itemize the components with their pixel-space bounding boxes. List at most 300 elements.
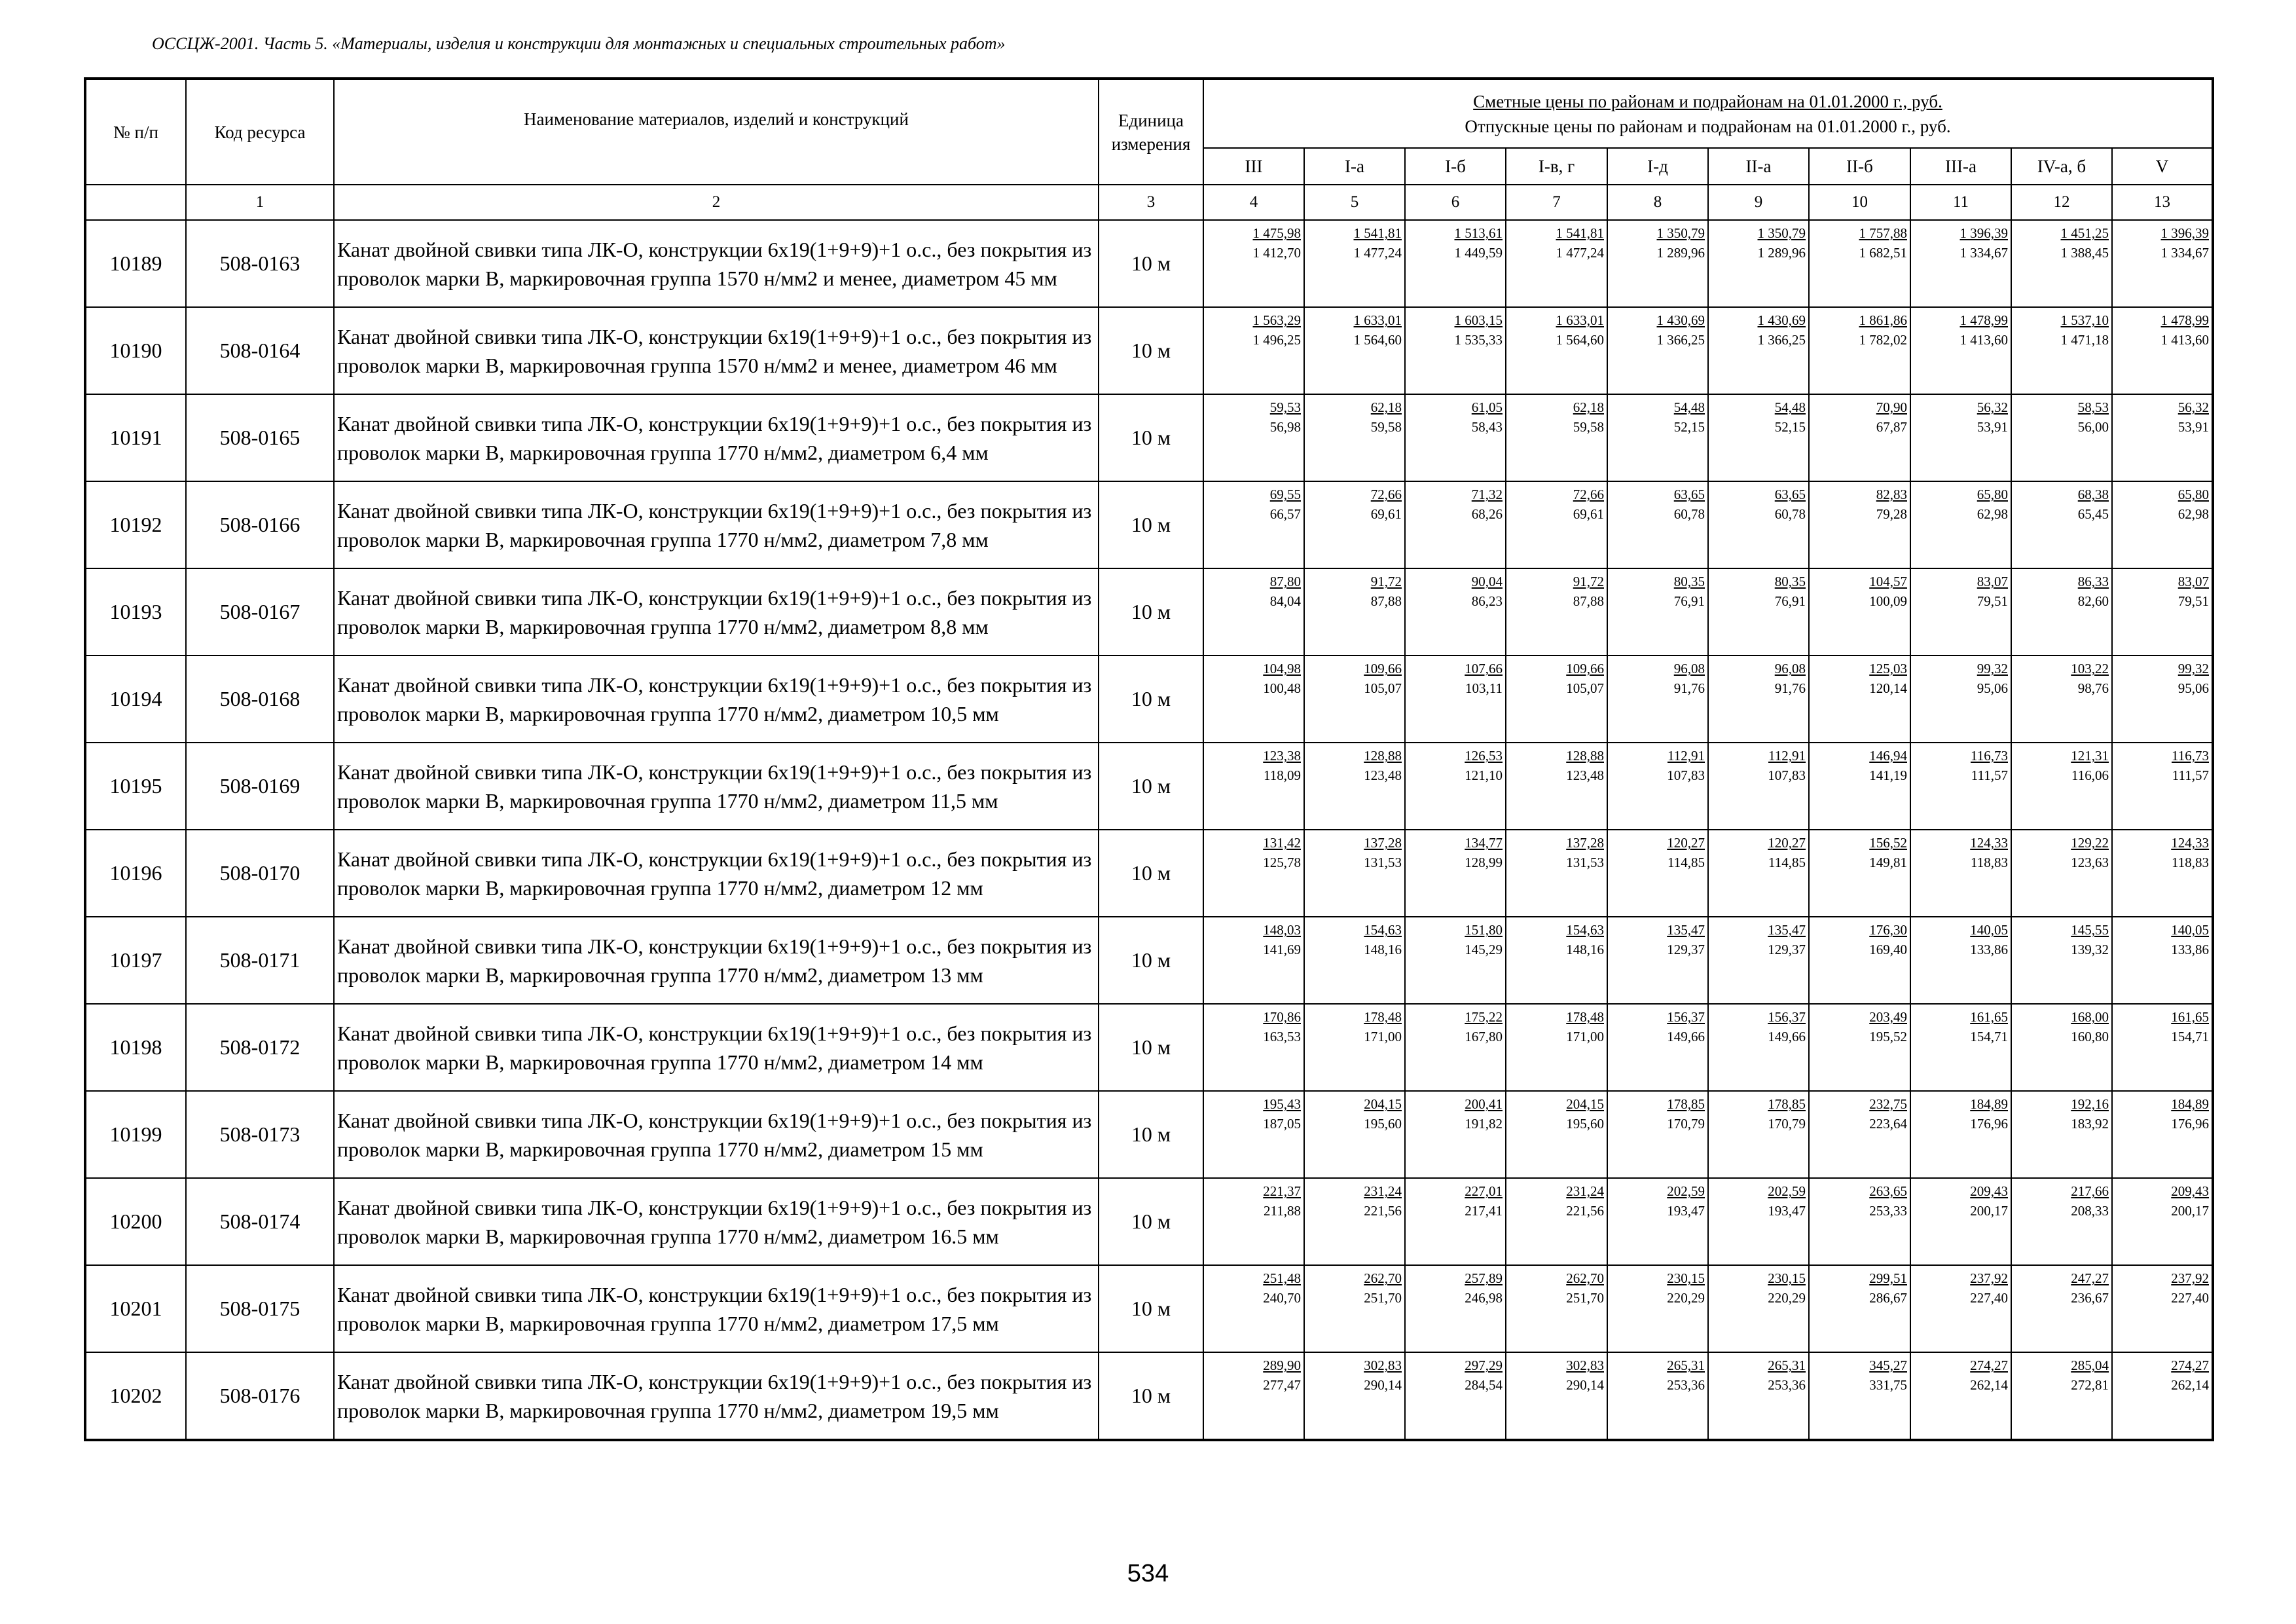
release-price: 246,98 xyxy=(1465,1290,1503,1306)
row-number: 10190 xyxy=(85,307,186,394)
release-price: 58,43 xyxy=(1471,419,1503,435)
page-header: ОССЦЖ-2001. Часть 5. «Материалы, изделия и конструкции для монтажных и специальных строительных работ» xyxy=(152,34,1006,53)
release-price: 107,83 xyxy=(1768,767,1806,783)
estimated-price: 251,48 xyxy=(1263,1270,1301,1286)
release-price: 1 366,25 xyxy=(1656,332,1705,348)
release-price: 111,57 xyxy=(2172,767,2209,783)
region-header: IV-а, б xyxy=(2011,148,2112,185)
release-price: 187,05 xyxy=(1263,1116,1301,1132)
estimated-price: 289,90 xyxy=(1263,1357,1301,1373)
price-cell xyxy=(1304,1265,1405,1352)
release-price: 67,87 xyxy=(1876,419,1907,435)
release-price: 272,81 xyxy=(2071,1377,2109,1393)
release-price: 167,80 xyxy=(1465,1029,1503,1044)
estimated-price: 68,38 xyxy=(2077,487,2109,502)
table-row xyxy=(85,917,2213,1004)
header-prices-otp: Отпускные цены по районам и подрайонам на 01.01.2000 г., руб. xyxy=(1465,116,1951,136)
release-price: 141,19 xyxy=(1869,767,1907,783)
price-cell xyxy=(1203,1004,1304,1091)
estimated-price: 217,66 xyxy=(2071,1183,2109,1199)
price-cell xyxy=(1607,481,1708,568)
estimated-price: 1 757,88 xyxy=(1859,225,1907,241)
row-number: 10195 xyxy=(85,743,186,830)
release-price: 76,91 xyxy=(1673,593,1705,609)
release-price: 118,09 xyxy=(1264,767,1301,783)
resource-code: 508-0175 xyxy=(186,1265,334,1352)
price-cell xyxy=(1506,481,1607,568)
release-price: 221,56 xyxy=(1566,1203,1604,1219)
price-cell xyxy=(1203,917,1304,1004)
release-price: 103,11 xyxy=(1465,680,1503,696)
row-number: 10196 xyxy=(85,830,186,917)
price-cell xyxy=(2112,1004,2213,1091)
estimated-price: 302,83 xyxy=(1364,1357,1402,1373)
price-cell xyxy=(1405,743,1506,830)
release-price: 118,83 xyxy=(2172,855,2209,870)
release-price: 170,79 xyxy=(1768,1116,1806,1132)
price-cell xyxy=(1809,830,1910,917)
resource-code: 508-0164 xyxy=(186,307,334,394)
release-price: 111,57 xyxy=(1971,767,2008,783)
price-cell xyxy=(1809,655,1910,743)
estimated-price: 1 861,86 xyxy=(1859,312,1907,328)
header-unit: Единица измерения xyxy=(1099,79,1203,185)
release-price: 220,29 xyxy=(1667,1290,1705,1306)
release-price: 118,83 xyxy=(1971,855,2008,870)
estimated-price: 112,91 xyxy=(1667,748,1705,764)
price-cell xyxy=(1708,1004,1809,1091)
price-cell xyxy=(2112,1352,2213,1440)
price-cell xyxy=(1708,1265,1809,1352)
price-cell xyxy=(1809,1352,1910,1440)
row-number: 10192 xyxy=(85,481,186,568)
release-price: 82,60 xyxy=(2077,593,2109,609)
price-cell xyxy=(1910,1178,2011,1265)
estimated-price: 154,63 xyxy=(1566,922,1604,938)
material-name: Канат двойной свивки типа ЛК-О, конструкции 6х19(1+9+9)+1 о.с., без покрытия из проволок марки В, маркировочная группа 1770 н/мм2, диаметром 16.5 мм xyxy=(334,1178,1099,1265)
estimated-price: 126,53 xyxy=(1465,748,1503,764)
release-price: 253,36 xyxy=(1768,1377,1806,1393)
release-price: 53,91 xyxy=(2178,419,2209,435)
estimated-price: 109,66 xyxy=(1566,661,1604,676)
price-cell xyxy=(1304,481,1405,568)
estimated-price: 265,31 xyxy=(1768,1357,1806,1373)
estimated-price: 59,53 xyxy=(1269,399,1301,415)
release-price: 1 289,96 xyxy=(1757,245,1806,261)
resource-code: 508-0170 xyxy=(186,830,334,917)
release-price: 133,86 xyxy=(1970,942,2008,957)
price-cell xyxy=(2011,655,2112,743)
header-prices xyxy=(1203,79,2213,148)
resource-code: 508-0167 xyxy=(186,568,334,655)
release-price: 1 782,02 xyxy=(1859,332,1907,348)
estimated-price: 1 396,39 xyxy=(1959,225,2008,241)
price-cell xyxy=(1910,743,2011,830)
row-number: 10189 xyxy=(85,220,186,307)
estimated-price: 247,27 xyxy=(2071,1270,2109,1286)
column-number-blank xyxy=(85,185,186,220)
price-cell xyxy=(1607,1004,1708,1091)
release-price: 59,58 xyxy=(1370,419,1402,435)
release-price: 183,92 xyxy=(2071,1116,2109,1132)
price-cell xyxy=(1203,743,1304,830)
column-number: 13 xyxy=(2112,185,2213,220)
release-price: 290,14 xyxy=(1364,1377,1402,1393)
resource-code: 508-0173 xyxy=(186,1091,334,1178)
estimated-price: 96,08 xyxy=(1673,661,1705,676)
price-cell xyxy=(1910,394,2011,481)
release-price: 76,91 xyxy=(1774,593,1806,609)
unit: 10 м xyxy=(1099,1091,1203,1178)
price-cell xyxy=(1203,830,1304,917)
estimated-price: 1 396,39 xyxy=(2160,225,2209,241)
price-cell xyxy=(1708,917,1809,1004)
price-cell xyxy=(2011,220,2112,307)
release-price: 1 334,67 xyxy=(1959,245,2008,261)
release-price: 1 564,60 xyxy=(1353,332,1402,348)
price-cell xyxy=(1910,1265,2011,1352)
resource-code: 508-0176 xyxy=(186,1352,334,1440)
estimated-price: 103,22 xyxy=(2071,661,2109,676)
estimated-price: 137,28 xyxy=(1566,835,1604,851)
column-number: 10 xyxy=(1809,185,1910,220)
estimated-price: 178,48 xyxy=(1364,1009,1402,1025)
estimated-price: 151,80 xyxy=(1465,922,1503,938)
estimated-price: 202,59 xyxy=(1667,1183,1705,1199)
column-number: 12 xyxy=(2011,185,2112,220)
estimated-price: 1 541,81 xyxy=(1353,225,1402,241)
price-cell xyxy=(1304,1091,1405,1178)
unit: 10 м xyxy=(1099,481,1203,568)
estimated-price: 178,48 xyxy=(1566,1009,1604,1025)
estimated-price: 56,32 xyxy=(1977,399,2008,415)
release-price: 133,86 xyxy=(2171,942,2209,957)
region-header: I-б xyxy=(1405,148,1506,185)
release-price: 160,80 xyxy=(2071,1029,2109,1044)
price-cell xyxy=(1304,394,1405,481)
release-price: 290,14 xyxy=(1566,1377,1604,1393)
estimated-price: 90,04 xyxy=(1471,574,1503,589)
release-price: 154,71 xyxy=(2171,1029,2209,1044)
release-price: 251,70 xyxy=(1364,1290,1402,1306)
region-header: I-а xyxy=(1304,148,1405,185)
release-price: 53,91 xyxy=(1977,419,2008,435)
region-header: II-б xyxy=(1809,148,1910,185)
release-price: 139,32 xyxy=(2071,942,2109,957)
release-price: 91,76 xyxy=(1774,680,1806,696)
release-price: 87,88 xyxy=(1370,593,1402,609)
price-cell xyxy=(1203,1352,1304,1440)
price-cell xyxy=(2011,1265,2112,1352)
estimated-price: 70,90 xyxy=(1876,399,1907,415)
price-cell xyxy=(1304,220,1405,307)
material-name: Канат двойной свивки типа ЛК-О, конструкции 6х19(1+9+9)+1 о.с., без покрытия из проволок марки В, маркировочная группа 1570 н/мм2 и менее, диаметром 46 мм xyxy=(334,307,1099,394)
estimated-price: 124,33 xyxy=(1970,835,2008,851)
row-number: 10199 xyxy=(85,1091,186,1178)
header-name: Наименование материалов, изделий и конструкций xyxy=(334,79,1099,185)
row-number: 10202 xyxy=(85,1352,186,1440)
price-cell xyxy=(1809,394,1910,481)
release-price: 123,48 xyxy=(1364,767,1402,783)
estimated-price: 1 430,69 xyxy=(1757,312,1806,328)
estimated-price: 82,83 xyxy=(1876,487,1907,502)
price-cell xyxy=(1203,394,1304,481)
estimated-price: 80,35 xyxy=(1673,574,1705,589)
release-price: 66,57 xyxy=(1269,506,1301,522)
release-price: 195,52 xyxy=(1869,1029,1907,1044)
price-cell xyxy=(1506,1091,1607,1178)
release-price: 1 388,45 xyxy=(2060,245,2109,261)
release-price: 100,09 xyxy=(1869,593,1907,609)
price-cell xyxy=(1708,220,1809,307)
release-price: 121,10 xyxy=(1465,767,1503,783)
resource-code: 508-0171 xyxy=(186,917,334,1004)
region-header: III xyxy=(1203,148,1304,185)
unit: 10 м xyxy=(1099,655,1203,743)
estimated-price: 204,15 xyxy=(1364,1096,1402,1112)
estimated-price: 263,65 xyxy=(1869,1183,1907,1199)
price-table xyxy=(84,77,2214,1441)
estimated-price: 135,47 xyxy=(1667,922,1705,938)
estimated-price: 1 475,98 xyxy=(1252,225,1301,241)
estimated-price: 161,65 xyxy=(1970,1009,2008,1025)
row-number: 10191 xyxy=(85,394,186,481)
estimated-price: 262,70 xyxy=(1566,1270,1604,1286)
release-price: 79,51 xyxy=(1977,593,2008,609)
price-cell xyxy=(1203,220,1304,307)
price-cell xyxy=(1405,1352,1506,1440)
price-cell xyxy=(1506,220,1607,307)
release-price: 68,26 xyxy=(1471,506,1503,522)
release-price: 62,98 xyxy=(1977,506,2008,522)
unit: 10 м xyxy=(1099,568,1203,655)
release-price: 195,60 xyxy=(1364,1116,1402,1132)
price-cell xyxy=(1304,1352,1405,1440)
unit: 10 м xyxy=(1099,1004,1203,1091)
column-number: 1 xyxy=(186,185,334,220)
price-cell xyxy=(1910,220,2011,307)
estimated-price: 274,27 xyxy=(1970,1357,2008,1373)
region-header: I-в, г xyxy=(1506,148,1607,185)
material-name: Канат двойной свивки типа ЛК-О, конструкции 6х19(1+9+9)+1 о.с., без покрытия из проволок марки В, маркировочная группа 1770 н/мм2, диаметром 7,8 мм xyxy=(334,481,1099,568)
material-name: Канат двойной свивки типа ЛК-О, конструкции 6х19(1+9+9)+1 о.с., без покрытия из проволок марки В, маркировочная группа 1770 н/мм2, диаметром 14 мм xyxy=(334,1004,1099,1091)
table-row xyxy=(85,481,2213,568)
release-price: 84,04 xyxy=(1269,593,1301,609)
estimated-price: 1 350,79 xyxy=(1757,225,1806,241)
estimated-price: 131,42 xyxy=(1263,835,1301,851)
column-number: 3 xyxy=(1099,185,1203,220)
price-cell xyxy=(2011,1091,2112,1178)
estimated-price: 1 430,69 xyxy=(1656,312,1705,328)
release-price: 107,83 xyxy=(1667,767,1705,783)
price-cell xyxy=(1304,830,1405,917)
release-price: 149,66 xyxy=(1768,1029,1806,1044)
release-price: 169,40 xyxy=(1869,942,1907,957)
price-cell xyxy=(1405,1178,1506,1265)
page-number: 534 xyxy=(1127,1560,1169,1587)
estimated-price: 71,32 xyxy=(1471,487,1503,502)
estimated-price: 156,52 xyxy=(1869,835,1907,851)
price-cell xyxy=(1506,917,1607,1004)
release-price: 123,63 xyxy=(2071,855,2109,870)
row-number: 10193 xyxy=(85,568,186,655)
release-price: 60,78 xyxy=(1673,506,1705,522)
release-price: 79,51 xyxy=(2178,593,2209,609)
estimated-price: 87,80 xyxy=(1269,574,1301,589)
price-cell xyxy=(2011,394,2112,481)
release-price: 176,96 xyxy=(2171,1116,2209,1132)
material-name: Канат двойной свивки типа ЛК-О, конструкции 6х19(1+9+9)+1 о.с., без покрытия из проволок марки В, маркировочная группа 1770 н/мм2, диаметром 15 мм xyxy=(334,1091,1099,1178)
unit: 10 м xyxy=(1099,220,1203,307)
header-code: Код ресурса xyxy=(186,79,334,185)
price-cell xyxy=(1607,568,1708,655)
price-cell xyxy=(1607,917,1708,1004)
estimated-price: 1 603,15 xyxy=(1454,312,1503,328)
estimated-price: 200,41 xyxy=(1465,1096,1503,1112)
estimated-price: 140,05 xyxy=(2171,922,2209,938)
price-cell xyxy=(1304,655,1405,743)
price-cell xyxy=(1708,1352,1809,1440)
estimated-price: 195,43 xyxy=(1263,1096,1301,1112)
price-cell xyxy=(1607,743,1708,830)
estimated-price: 176,30 xyxy=(1869,922,1907,938)
price-cell xyxy=(1809,1004,1910,1091)
estimated-price: 135,47 xyxy=(1768,922,1806,938)
table-row xyxy=(85,655,2213,743)
estimated-price: 91,72 xyxy=(1370,574,1402,589)
material-name: Канат двойной свивки типа ЛК-О, конструкции 6х19(1+9+9)+1 о.с., без покрытия из проволок марки В, маркировочная группа 1770 н/мм2, диаметром 6,4 мм xyxy=(334,394,1099,481)
estimated-price: 134,77 xyxy=(1465,835,1503,851)
estimated-price: 178,85 xyxy=(1768,1096,1806,1112)
release-price: 193,47 xyxy=(1768,1203,1806,1219)
release-price: 56,98 xyxy=(1269,419,1301,435)
table-row xyxy=(85,1004,2213,1091)
resource-code: 508-0166 xyxy=(186,481,334,568)
estimated-price: 285,04 xyxy=(2071,1357,2109,1373)
price-cell xyxy=(1607,307,1708,394)
price-cell xyxy=(1405,1265,1506,1352)
price-cell xyxy=(1506,1352,1607,1440)
release-price: 100,48 xyxy=(1263,680,1301,696)
price-cell xyxy=(1809,1178,1910,1265)
price-cell xyxy=(2112,394,2213,481)
release-price: 149,66 xyxy=(1667,1029,1705,1044)
release-price: 114,85 xyxy=(1768,855,1806,870)
release-price: 148,16 xyxy=(1566,942,1604,957)
release-price: 240,70 xyxy=(1263,1290,1301,1306)
price-cell xyxy=(1809,568,1910,655)
price-cell xyxy=(1304,307,1405,394)
estimated-price: 61,05 xyxy=(1471,399,1503,415)
table-row xyxy=(85,220,2213,307)
material-name: Канат двойной свивки типа ЛК-О, конструкции 6х19(1+9+9)+1 о.с., без покрытия из проволок марки В, маркировочная группа 1570 н/мм2 и менее, диаметром 45 мм xyxy=(334,220,1099,307)
estimated-price: 63,65 xyxy=(1774,487,1806,502)
price-cell xyxy=(1506,1004,1607,1091)
price-cell xyxy=(1506,568,1607,655)
estimated-price: 80,35 xyxy=(1774,574,1806,589)
price-cell xyxy=(1405,220,1506,307)
estimated-price: 99,32 xyxy=(2178,661,2209,676)
estimated-price: 72,66 xyxy=(1573,487,1604,502)
resource-code: 508-0169 xyxy=(186,743,334,830)
estimated-price: 231,24 xyxy=(1364,1183,1402,1199)
table-row xyxy=(85,830,2213,917)
estimated-price: 1 513,61 xyxy=(1454,225,1503,241)
release-price: 129,37 xyxy=(1667,942,1705,957)
price-cell xyxy=(1910,1091,2011,1178)
price-cell xyxy=(1910,1352,2011,1440)
price-cell xyxy=(1607,1091,1708,1178)
estimated-price: 1 478,99 xyxy=(2160,312,2209,328)
header-num: № п/п xyxy=(85,79,186,185)
price-cell xyxy=(2112,917,2213,1004)
price-cell xyxy=(1304,1178,1405,1265)
release-price: 105,07 xyxy=(1566,680,1604,696)
estimated-price: 63,65 xyxy=(1673,487,1705,502)
price-cell xyxy=(2112,655,2213,743)
estimated-price: 1 350,79 xyxy=(1656,225,1705,241)
price-cell xyxy=(2112,568,2213,655)
release-price: 52,15 xyxy=(1673,419,1705,435)
estimated-price: 104,98 xyxy=(1263,661,1301,676)
unit: 10 м xyxy=(1099,394,1203,481)
table-body xyxy=(85,220,2213,1440)
unit: 10 м xyxy=(1099,830,1203,917)
estimated-price: 124,33 xyxy=(2171,835,2209,851)
column-number: 2 xyxy=(334,185,1099,220)
estimated-price: 175,22 xyxy=(1465,1009,1503,1025)
estimated-price: 62,18 xyxy=(1573,399,1604,415)
estimated-price: 168,00 xyxy=(2071,1009,2109,1025)
release-price: 1 535,33 xyxy=(1454,332,1503,348)
resource-code: 508-0172 xyxy=(186,1004,334,1091)
estimated-price: 299,51 xyxy=(1869,1270,1907,1286)
column-number: 8 xyxy=(1607,185,1708,220)
price-cell xyxy=(2011,917,2112,1004)
estimated-price: 62,18 xyxy=(1370,399,1402,415)
price-cell xyxy=(1304,568,1405,655)
estimated-price: 1 633,01 xyxy=(1556,312,1604,328)
estimated-price: 123,38 xyxy=(1263,748,1301,764)
estimated-price: 96,08 xyxy=(1774,661,1806,676)
release-price: 253,33 xyxy=(1869,1203,1907,1219)
release-price: 221,56 xyxy=(1364,1203,1402,1219)
estimated-price: 184,89 xyxy=(1970,1096,2008,1112)
estimated-price: 203,49 xyxy=(1869,1009,1907,1025)
price-cell xyxy=(1607,220,1708,307)
release-price: 1 564,60 xyxy=(1556,332,1604,348)
release-price: 148,16 xyxy=(1364,942,1402,957)
price-cell xyxy=(1910,1004,2011,1091)
region-header: V xyxy=(2112,148,2213,185)
price-cell xyxy=(1607,1352,1708,1440)
price-cell xyxy=(2112,1265,2213,1352)
release-price: 120,14 xyxy=(1869,680,1907,696)
price-cell xyxy=(2011,1004,2112,1091)
table-row xyxy=(85,1178,2213,1265)
release-price: 149,81 xyxy=(1869,855,1907,870)
estimated-price: 1 451,25 xyxy=(2060,225,2109,241)
column-number-row xyxy=(85,185,2213,220)
price-cell xyxy=(2011,743,2112,830)
price-cell xyxy=(1506,655,1607,743)
release-price: 195,60 xyxy=(1566,1116,1604,1132)
estimated-price: 227,01 xyxy=(1465,1183,1503,1199)
price-cell xyxy=(1910,307,2011,394)
price-cell xyxy=(1708,743,1809,830)
price-cell xyxy=(1607,830,1708,917)
table-row xyxy=(85,1091,2213,1178)
